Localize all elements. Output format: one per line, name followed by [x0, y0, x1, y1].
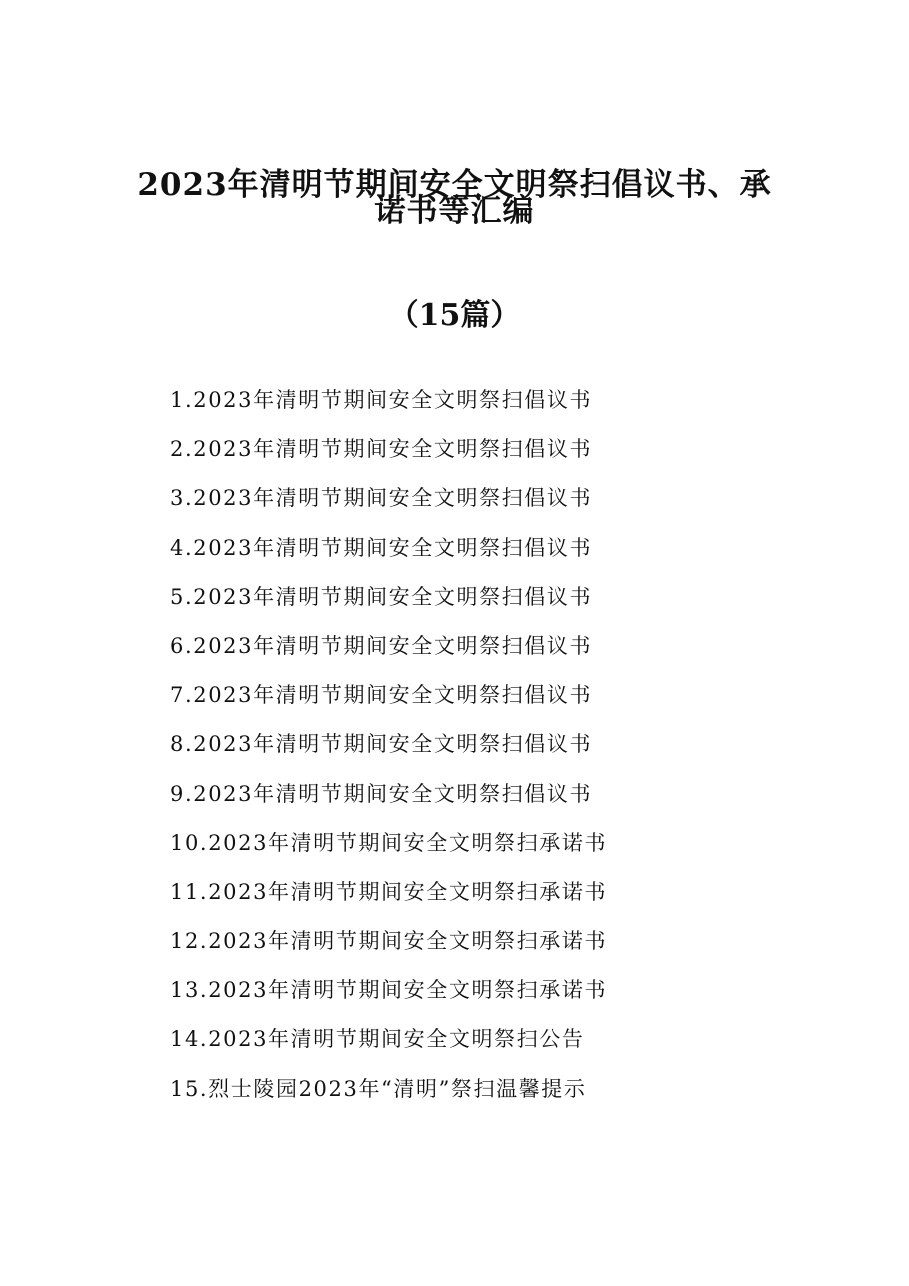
toc-item-4: 4.2023年清明节期间安全文明祭扫倡议书 — [170, 535, 593, 560]
document-title-line-1: 2023年清明节期间安全文明祭扫倡议书、承 — [137, 167, 772, 203]
toc-item-11: 11.2023年清明节期间安全文明祭扫承诺书 — [170, 879, 608, 904]
document-title-line-2: 诺书等汇编 — [374, 193, 535, 229]
toc-item-3: 3.2023年清明节期间安全文明祭扫倡议书 — [170, 486, 593, 511]
toc-item-1: 1.2023年清明节期间安全文明祭扫倡议书 — [170, 388, 593, 412]
toc-item-5: 5.2023年清明节期间安全文明祭扫倡议书 — [170, 584, 593, 609]
table-of-contents — [170, 380, 607, 1118]
toc-item-8: 8.2023年清明节期间安全文明祭扫倡议书 — [170, 732, 593, 757]
toc-item-15: 15.烈士陵园2023年“清明”祭扫温馨提示 — [170, 1076, 587, 1101]
toc-item-13: 13.2023年清明节期间安全文明祭扫承诺书 — [170, 978, 608, 1003]
toc-item-2: 2.2023年清明节期间安全文明祭扫倡议书 — [170, 437, 593, 462]
toc-item-7: 7.2023年清明节期间安全文明祭扫倡议书 — [170, 683, 593, 708]
toc-item-9: 9.2023年清明节期间安全文明祭扫倡议书 — [170, 781, 593, 806]
toc-item-14: 14.2023年清明节期间安全文明祭扫公告 — [170, 1027, 585, 1052]
toc-item-12: 12.2023年清明节期间安全文明祭扫承诺书 — [170, 929, 608, 954]
toc-item-10: 10.2023年清明节期间安全文明祭扫承诺书 — [170, 830, 608, 855]
document-count: （15篇） — [388, 298, 521, 333]
toc-item-6: 6.2023年清明节期间安全文明祭扫倡议书 — [170, 633, 593, 658]
